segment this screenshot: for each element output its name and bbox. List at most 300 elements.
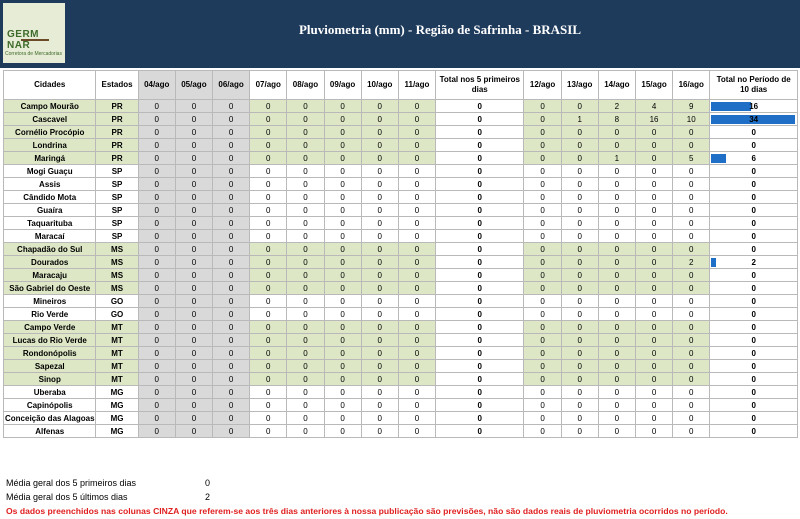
- value-cell: 0: [524, 412, 561, 425]
- value-cell: 0: [213, 256, 250, 269]
- value-cell: 0: [673, 191, 710, 204]
- value-cell: 0: [175, 334, 212, 347]
- table-row: [4, 178, 798, 191]
- city-cell: Sinop: [4, 373, 96, 386]
- total-10-cell: [710, 126, 798, 139]
- table-row: [4, 295, 798, 308]
- value-cell: 0: [324, 360, 361, 373]
- value-cell: 0: [287, 165, 324, 178]
- value-cell: 0: [287, 412, 324, 425]
- state-cell: MG: [96, 412, 138, 425]
- value-cell: 9: [673, 100, 710, 113]
- value-cell: 0: [561, 126, 598, 139]
- total-10-cell: [710, 243, 798, 256]
- value-cell: 0: [287, 100, 324, 113]
- value-cell: 0: [213, 399, 250, 412]
- value-cell: 0: [361, 347, 398, 360]
- total-10-value: 0: [751, 361, 756, 371]
- value-cell: 0: [598, 191, 635, 204]
- value-cell: 0: [175, 373, 212, 386]
- state-cell: MS: [96, 282, 138, 295]
- value-cell: 0: [361, 399, 398, 412]
- value-cell: 0: [524, 152, 561, 165]
- total-10-cell: [710, 347, 798, 360]
- total-5-cell: 0: [436, 321, 524, 334]
- total-10-cell: [710, 295, 798, 308]
- col-header-08ago: 08/ago: [287, 71, 324, 100]
- total-10-cell: [710, 139, 798, 152]
- value-cell: 0: [138, 243, 175, 256]
- value-cell: 0: [175, 243, 212, 256]
- value-cell: 0: [324, 282, 361, 295]
- value-cell: 5: [673, 152, 710, 165]
- total-5-cell: 0: [436, 204, 524, 217]
- value-cell: 0: [361, 139, 398, 152]
- value-cell: 0: [635, 204, 672, 217]
- total-10-cell: [710, 100, 798, 113]
- value-cell: 0: [561, 321, 598, 334]
- city-cell: Cascavel: [4, 113, 96, 126]
- value-cell: 0: [250, 399, 287, 412]
- value-cell: 0: [598, 230, 635, 243]
- value-cell: 0: [213, 425, 250, 438]
- total-10-value: 0: [751, 218, 756, 228]
- total-10-cell: [710, 386, 798, 399]
- value-cell: 0: [324, 308, 361, 321]
- value-cell: 0: [673, 230, 710, 243]
- city-cell: Chapadão do Sul: [4, 243, 96, 256]
- table-row: [4, 360, 798, 373]
- value-cell: 0: [138, 386, 175, 399]
- total-10-cell: [710, 399, 798, 412]
- value-cell: 0: [287, 347, 324, 360]
- state-cell: MS: [96, 243, 138, 256]
- city-cell: Uberaba: [4, 386, 96, 399]
- value-cell: 0: [213, 139, 250, 152]
- value-cell: 0: [175, 282, 212, 295]
- value-cell: 0: [361, 360, 398, 373]
- value-cell: 0: [561, 217, 598, 230]
- media-5-ultimos-value: 2: [205, 492, 211, 502]
- value-cell: 0: [598, 412, 635, 425]
- value-cell: 0: [524, 243, 561, 256]
- value-cell: 0: [287, 126, 324, 139]
- value-cell: 0: [598, 165, 635, 178]
- city-cell: Guaíra: [4, 204, 96, 217]
- total-10-cell: [710, 425, 798, 438]
- value-cell: 0: [324, 269, 361, 282]
- value-cell: 0: [524, 191, 561, 204]
- state-cell: SP: [96, 204, 138, 217]
- value-cell: 0: [635, 334, 672, 347]
- value-cell: 0: [673, 126, 710, 139]
- value-cell: 0: [287, 425, 324, 438]
- total-10-value: 0: [751, 127, 756, 137]
- state-cell: SP: [96, 191, 138, 204]
- city-cell: Campo Mourão: [4, 100, 96, 113]
- value-cell: 0: [524, 256, 561, 269]
- value-cell: 0: [213, 308, 250, 321]
- value-cell: 0: [361, 165, 398, 178]
- value-cell: 0: [398, 282, 435, 295]
- total-5-cell: 0: [436, 230, 524, 243]
- total-5-cell: 0: [436, 412, 524, 425]
- value-cell: 0: [213, 152, 250, 165]
- value-cell: 0: [561, 295, 598, 308]
- value-cell: 0: [398, 152, 435, 165]
- col-header-cidades: Cidades: [4, 71, 96, 100]
- value-cell: 0: [175, 139, 212, 152]
- value-cell: 0: [175, 269, 212, 282]
- total-5-cell: 0: [436, 360, 524, 373]
- value-cell: 0: [398, 139, 435, 152]
- total-10-value: 0: [751, 374, 756, 384]
- value-cell: 0: [524, 399, 561, 412]
- total-10-cell: [710, 165, 798, 178]
- value-cell: 0: [213, 230, 250, 243]
- value-cell: 0: [635, 165, 672, 178]
- city-cell: São Gabriel do Oeste: [4, 282, 96, 295]
- value-cell: 0: [250, 412, 287, 425]
- value-cell: 0: [361, 152, 398, 165]
- value-cell: 0: [250, 113, 287, 126]
- value-cell: 0: [250, 191, 287, 204]
- value-cell: 0: [673, 204, 710, 217]
- value-cell: 0: [361, 295, 398, 308]
- value-cell: 0: [175, 204, 212, 217]
- value-cell: 0: [250, 347, 287, 360]
- total-5-cell: 0: [436, 178, 524, 191]
- value-cell: 0: [361, 308, 398, 321]
- value-cell: 0: [138, 334, 175, 347]
- value-cell: 0: [673, 321, 710, 334]
- value-cell: 0: [250, 386, 287, 399]
- value-cell: 0: [324, 204, 361, 217]
- germinar-logo: [3, 3, 65, 63]
- value-cell: 0: [561, 269, 598, 282]
- value-cell: 0: [287, 139, 324, 152]
- value-cell: 0: [673, 347, 710, 360]
- value-cell: 0: [635, 399, 672, 412]
- table-row: [4, 113, 798, 126]
- city-cell: Londrina: [4, 139, 96, 152]
- total-10-cell: [710, 230, 798, 243]
- value-cell: 0: [635, 386, 672, 399]
- value-cell: 0: [175, 217, 212, 230]
- table-row: [4, 425, 798, 438]
- value-cell: 0: [673, 269, 710, 282]
- table-row: [4, 243, 798, 256]
- state-cell: MG: [96, 425, 138, 438]
- state-cell: GO: [96, 295, 138, 308]
- total-10-value: 0: [751, 322, 756, 332]
- total-10-value: 0: [751, 387, 756, 397]
- value-cell: 0: [138, 204, 175, 217]
- value-cell: 0: [324, 321, 361, 334]
- value-cell: 0: [324, 191, 361, 204]
- value-cell: 0: [598, 139, 635, 152]
- value-cell: 0: [324, 217, 361, 230]
- value-cell: 0: [250, 126, 287, 139]
- value-cell: 0: [524, 347, 561, 360]
- table-row: [4, 412, 798, 425]
- total-10-cell: [710, 308, 798, 321]
- city-cell: Campo Verde: [4, 321, 96, 334]
- value-cell: 0: [561, 139, 598, 152]
- table-row: [4, 321, 798, 334]
- value-cell: 0: [598, 386, 635, 399]
- value-cell: 0: [398, 386, 435, 399]
- value-cell: 0: [324, 334, 361, 347]
- value-cell: 0: [287, 191, 324, 204]
- value-cell: 0: [175, 321, 212, 334]
- value-cell: 0: [324, 399, 361, 412]
- value-cell: 0: [324, 126, 361, 139]
- value-cell: 0: [561, 399, 598, 412]
- state-cell: PR: [96, 100, 138, 113]
- value-cell: 0: [673, 295, 710, 308]
- value-cell: 0: [398, 399, 435, 412]
- value-cell: 0: [524, 113, 561, 126]
- total-10-cell: [710, 321, 798, 334]
- total-10-cell: [710, 282, 798, 295]
- value-cell: 0: [635, 191, 672, 204]
- value-cell: 0: [287, 217, 324, 230]
- total-5-cell: 0: [436, 295, 524, 308]
- total-5-cell: 0: [436, 425, 524, 438]
- value-cell: 0: [398, 347, 435, 360]
- value-cell: 0: [524, 425, 561, 438]
- city-cell: Mineiros: [4, 295, 96, 308]
- value-cell: 0: [250, 321, 287, 334]
- total-10-value: 0: [751, 192, 756, 202]
- total-5-cell: 0: [436, 126, 524, 139]
- value-cell: 0: [287, 334, 324, 347]
- value-cell: 0: [287, 308, 324, 321]
- value-cell: 0: [324, 412, 361, 425]
- total-10-value: 0: [751, 270, 756, 280]
- table-row: [4, 139, 798, 152]
- value-cell: 0: [324, 295, 361, 308]
- value-cell: 8: [598, 113, 635, 126]
- value-cell: 0: [213, 126, 250, 139]
- value-cell: 0: [324, 113, 361, 126]
- value-cell: 0: [524, 373, 561, 386]
- value-cell: 0: [598, 373, 635, 386]
- value-cell: 0: [561, 230, 598, 243]
- value-cell: 0: [287, 269, 324, 282]
- value-cell: 0: [673, 217, 710, 230]
- value-cell: 0: [398, 425, 435, 438]
- value-cell: 0: [598, 425, 635, 438]
- value-cell: 0: [598, 399, 635, 412]
- value-cell: 0: [635, 126, 672, 139]
- total-10-cell: [710, 204, 798, 217]
- total-5-cell: 0: [436, 334, 524, 347]
- value-cell: 0: [398, 243, 435, 256]
- total-bar: [711, 102, 751, 111]
- state-cell: GO: [96, 308, 138, 321]
- value-cell: 0: [598, 347, 635, 360]
- state-cell: SP: [96, 217, 138, 230]
- value-cell: 0: [250, 282, 287, 295]
- value-cell: 2: [598, 100, 635, 113]
- total-5-cell: 0: [436, 282, 524, 295]
- value-cell: 0: [561, 165, 598, 178]
- value-cell: 0: [635, 347, 672, 360]
- value-cell: 0: [673, 165, 710, 178]
- value-cell: 0: [524, 178, 561, 191]
- value-cell: 0: [673, 139, 710, 152]
- col-header-11ago: 11/ago: [398, 71, 435, 100]
- value-cell: 0: [361, 386, 398, 399]
- value-cell: 0: [324, 165, 361, 178]
- table-row: [4, 165, 798, 178]
- value-cell: 0: [673, 243, 710, 256]
- value-cell: 0: [175, 399, 212, 412]
- total-10-value: 0: [751, 309, 756, 319]
- state-cell: SP: [96, 165, 138, 178]
- value-cell: 0: [673, 334, 710, 347]
- value-cell: 0: [175, 360, 212, 373]
- total-10-value: 0: [751, 296, 756, 306]
- city-cell: Lucas do Rio Verde: [4, 334, 96, 347]
- total-10-cell: [710, 152, 798, 165]
- city-cell: Maracaju: [4, 269, 96, 282]
- value-cell: 16: [635, 113, 672, 126]
- value-cell: 0: [250, 334, 287, 347]
- table-row: [4, 334, 798, 347]
- value-cell: 0: [213, 347, 250, 360]
- total-5-cell: 0: [436, 399, 524, 412]
- value-cell: 0: [561, 152, 598, 165]
- state-cell: PR: [96, 139, 138, 152]
- value-cell: 0: [287, 373, 324, 386]
- value-cell: 0: [598, 217, 635, 230]
- total-5-cell: 0: [436, 373, 524, 386]
- value-cell: 0: [524, 282, 561, 295]
- value-cell: 0: [598, 269, 635, 282]
- table-row: [4, 126, 798, 139]
- value-cell: 0: [213, 360, 250, 373]
- value-cell: 0: [324, 373, 361, 386]
- value-cell: 0: [398, 360, 435, 373]
- value-cell: 0: [635, 230, 672, 243]
- value-cell: 0: [175, 152, 212, 165]
- value-cell: 0: [561, 308, 598, 321]
- total-10-value: 0: [751, 179, 756, 189]
- value-cell: 0: [138, 230, 175, 243]
- value-cell: 0: [361, 230, 398, 243]
- total-10-cell: [710, 191, 798, 204]
- value-cell: 0: [524, 386, 561, 399]
- col-header-estados: Estados: [96, 71, 138, 100]
- col-header-total10: Total no Período de 10 dias: [710, 71, 798, 100]
- value-cell: 0: [287, 282, 324, 295]
- page-title: Pluviometria (mm) - Região de Safrinha - BRASIL: [298, 22, 581, 37]
- city-cell: Maracaí: [4, 230, 96, 243]
- value-cell: 0: [250, 217, 287, 230]
- table-row: [4, 204, 798, 217]
- value-cell: 0: [324, 178, 361, 191]
- value-cell: 0: [175, 100, 212, 113]
- value-cell: 0: [524, 269, 561, 282]
- value-cell: 0: [175, 386, 212, 399]
- value-cell: 0: [138, 373, 175, 386]
- value-cell: 0: [561, 360, 598, 373]
- col-header-15ago: 15/ago: [635, 71, 672, 100]
- value-cell: 0: [673, 412, 710, 425]
- value-cell: 0: [361, 412, 398, 425]
- total-10-value: 0: [751, 231, 756, 241]
- total-10-value: 0: [751, 348, 756, 358]
- value-cell: 0: [250, 360, 287, 373]
- total-10-value: 0: [751, 205, 756, 215]
- value-cell: 0: [287, 295, 324, 308]
- state-cell: MT: [96, 334, 138, 347]
- value-cell: 0: [561, 243, 598, 256]
- value-cell: 0: [287, 256, 324, 269]
- value-cell: 0: [138, 165, 175, 178]
- total-5-cell: 0: [436, 308, 524, 321]
- value-cell: 0: [250, 139, 287, 152]
- table-row: [4, 217, 798, 230]
- value-cell: 0: [138, 191, 175, 204]
- value-cell: 0: [213, 204, 250, 217]
- value-cell: 0: [361, 256, 398, 269]
- value-cell: 0: [524, 308, 561, 321]
- value-cell: 0: [524, 321, 561, 334]
- value-cell: 0: [175, 191, 212, 204]
- value-cell: 0: [213, 321, 250, 334]
- value-cell: 0: [324, 256, 361, 269]
- state-cell: MT: [96, 360, 138, 373]
- value-cell: 0: [138, 347, 175, 360]
- total-10-value: 0: [751, 426, 756, 436]
- value-cell: 0: [361, 113, 398, 126]
- value-cell: 0: [561, 412, 598, 425]
- state-cell: MG: [96, 386, 138, 399]
- value-cell: 0: [398, 295, 435, 308]
- value-cell: 0: [561, 334, 598, 347]
- value-cell: 0: [361, 243, 398, 256]
- total-10-value: 0: [751, 400, 756, 410]
- col-header-04ago: 04/ago: [138, 71, 175, 100]
- value-cell: 0: [524, 295, 561, 308]
- total-10-cell: [710, 178, 798, 191]
- value-cell: 0: [138, 399, 175, 412]
- value-cell: 0: [598, 321, 635, 334]
- table-row: [4, 399, 798, 412]
- value-cell: 0: [175, 295, 212, 308]
- value-cell: 0: [250, 269, 287, 282]
- value-cell: 0: [250, 373, 287, 386]
- value-cell: 0: [213, 243, 250, 256]
- state-cell: SP: [96, 178, 138, 191]
- table-row: [4, 308, 798, 321]
- value-cell: 0: [138, 425, 175, 438]
- value-cell: 0: [324, 139, 361, 152]
- value-cell: 0: [213, 412, 250, 425]
- rainfall-table: [3, 70, 798, 438]
- value-cell: 0: [524, 165, 561, 178]
- value-cell: 0: [138, 100, 175, 113]
- total-5-cell: 0: [436, 100, 524, 113]
- total-5-cell: 0: [436, 191, 524, 204]
- table-row: [4, 256, 798, 269]
- value-cell: 0: [561, 347, 598, 360]
- value-cell: 0: [361, 191, 398, 204]
